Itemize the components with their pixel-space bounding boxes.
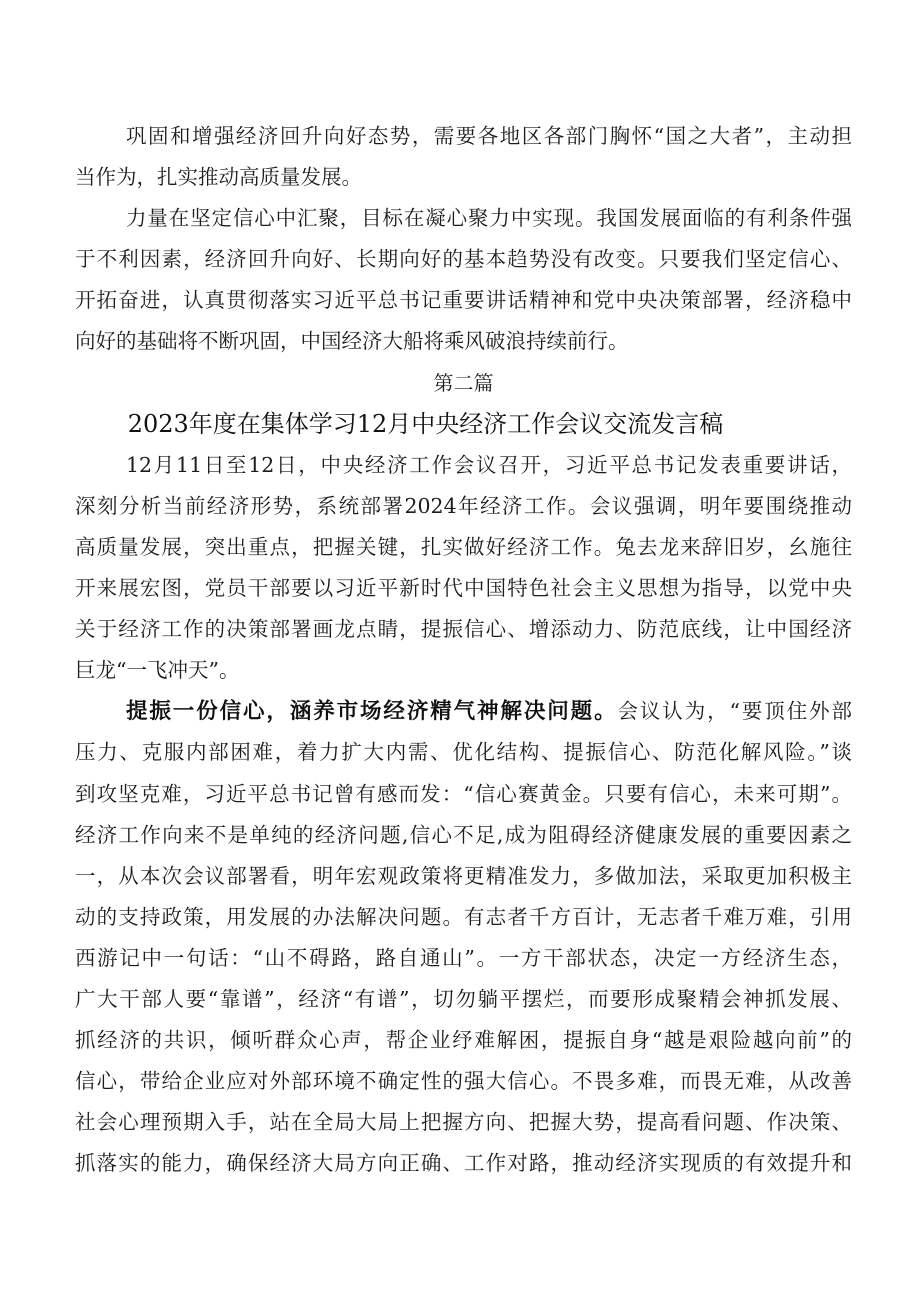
article-title: 2023年度在集体学习12月中央经济工作会议交流发言稿 xyxy=(127,409,724,438)
paragraph-3 xyxy=(75,445,852,692)
text-line: 抓落实的能力，确保经济大局方向正确、工作对路，推动经济实现质的有效提升和 xyxy=(75,1151,852,1176)
text-line: 高质量发展，突出重点，把握关键，扎实做好经济工作。兔去龙来辞旧岁，幺施往 xyxy=(75,534,852,559)
section-heading: 第二篇 xyxy=(433,370,494,395)
text-line-rest: 会议认为，“要顶住外部 xyxy=(617,699,852,724)
text-line: 12月11日至12日，中央经济工作会议召开，习近平总书记发表重要讲话， xyxy=(126,452,852,477)
text-line: 当作为，扎实推动高质量发展。 xyxy=(75,165,362,190)
text-line: 到攻坚克难，习近平总书记曾有感而发：“信心赛黄金。只要有信心，未来可期”。 xyxy=(75,781,852,806)
text-line: 抓经济的共识，倾听群众心声，帮企业纾难解困，提振自身“越是艰险越向前”的 xyxy=(75,1028,852,1053)
text-line: 信心，带给企业应对外部环境不确定性的强大信心。不畏多难，而畏无难，从改善 xyxy=(75,1069,852,1094)
paragraph-lead-heading: 提振一份信心，涵养市场经济精气神解决问题。 xyxy=(126,699,618,725)
text-line: 经济工作向来不是单纯的经济问题,信心不足,成为阻碍经济健康发展的重要因素之 xyxy=(75,822,852,847)
paragraph-1 xyxy=(75,116,852,198)
text-line: 关于经济工作的决策部署画龙点睛，提振信心、增添动力、防范底线，让中国经济 xyxy=(75,617,852,642)
paragraph-2 xyxy=(75,198,852,362)
text-line: 社会心理预期入手，站在全局大局上把握方向、把握大势，提高看问题、作决策、 xyxy=(75,1110,852,1135)
text-line: 开拓奋进，认真贯彻落实习近平总书记重要讲话精神和党中央决策部署，经济稳中 xyxy=(75,288,852,313)
paragraph-4 xyxy=(75,691,852,1184)
text-line: 巨龙“一飞冲天”。 xyxy=(75,658,240,683)
text-line: 动的支持政策，用发展的办法解决问题。有志者千方百计，无志者千难万难，引用 xyxy=(75,904,852,929)
text-line: 向好的基础将不断巩固，中国经济大船将乘风破浪持续前行。 xyxy=(75,329,629,354)
text-line: 压力、克服内部困难，着力扩大内需、优化结构、提振信心、防范化解风险。”谈 xyxy=(75,740,852,765)
text-line: 力量在坚定信心中汇聚，目标在凝心聚力中实现。我国发展面临的有利条件强 xyxy=(126,206,852,231)
text-line: 开来展宏图，党员干部要以习近平新时代中国特色社会主义思想为指导，以党中央 xyxy=(75,576,852,601)
text-line: 深刻分析当前经济形势，系统部署2024年经济工作。会议强调，明年要围绕推动 xyxy=(75,493,852,518)
text-line: 一，从本次会议部署看，明年宏观政策将更精准发力，多做加法，采取更加积极主 xyxy=(75,863,852,888)
text-line: 于不利因素，经济回升向好、长期向好的基本趋势没有改变。只要我们坚定信心、 xyxy=(75,247,852,272)
text-line: 广大干部人要“靠谱”，经济“有谱”，切勿躺平摆烂，而要形成聚精会神抓发展、 xyxy=(75,986,852,1011)
text-line: 西游记中一句话：“山不碍路，路自通山”。一方干部状态，决定一方经济生态， xyxy=(75,945,852,970)
document-body xyxy=(75,116,852,1184)
text-line xyxy=(75,691,852,732)
text-line: 巩固和增强经济回升向好态势，需要各地区各部门胸怀“国之大者”，主动担 xyxy=(126,124,852,148)
